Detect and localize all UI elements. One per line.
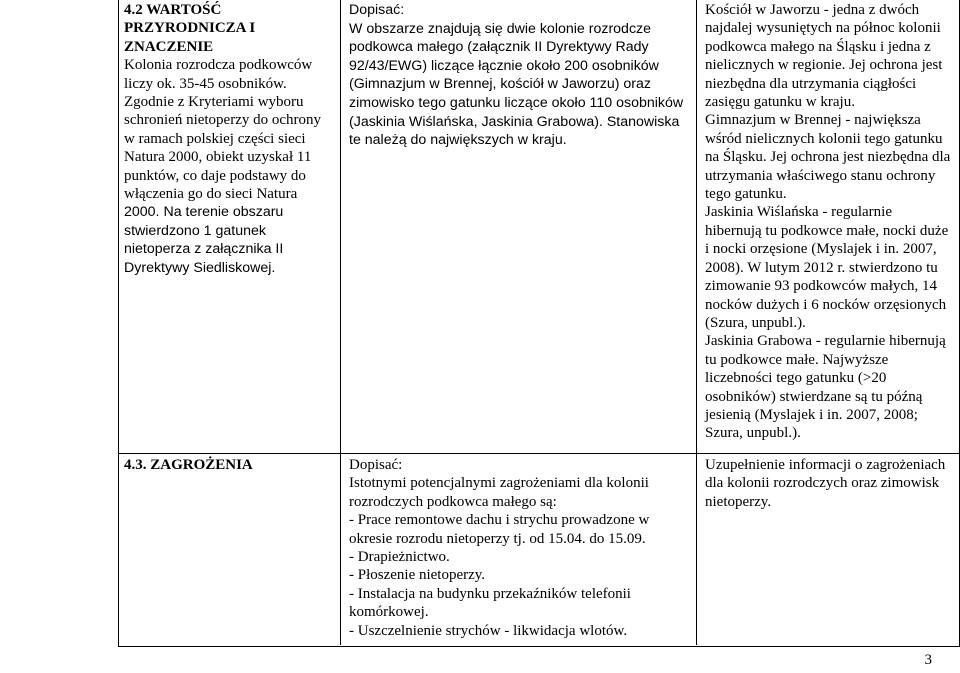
section-42-heading-line3: ZNACZENIE bbox=[124, 38, 214, 55]
threat-item-4: - Instalacja na budynku przekaźników telefonii komórkowej. bbox=[349, 585, 631, 621]
right-col-top-cell bbox=[705, 1, 951, 443]
threat-item-2: - Drapieżnictwo. bbox=[349, 549, 450, 566]
right-col-p2: Gimnazjum w Brennej - największa wśród nielicznych kolonii tego gatunku na Śląsku. Jej ochrona jest niezbędna dla utrzymania właściwego stanu ochrony tego gatunku. bbox=[705, 112, 951, 203]
right-col-bottom-body: Uzupełnienie informacji o zagrożeniach dla kolonii rozrodczych oraz zimowisk nietoperzy. bbox=[705, 457, 946, 510]
add-col-bottom-cell bbox=[349, 456, 685, 640]
add-col-top-body: W obszarze znajdują się dwie kolonie rozrodcze podkowca małego (załącznik II Dyrektywy Rady 92/43/EWG) liczące łącznie około 200 osobników (Gimnazjum w Brennej, kościół w Jaworzu) oraz zimowisko tego gatunku liczące około 110 osobników (Jaskinia Wiślańska, Jaskinia Grabowa). Stanowiska te należą do największych w kraju. bbox=[349, 20, 684, 149]
threats-intro: Istotnymi potencjalnymi zagrożeniami dla kolonii rozrodczych podkowca małego są: bbox=[349, 475, 649, 510]
add-col-top-cell bbox=[349, 1, 685, 150]
section-42-body-sans: 2000. Na terenie obszaru stwierdzono 1 gatunek nietoperza z załącznika II Dyrektywy Siedliskowej. bbox=[124, 204, 284, 276]
threat-item-1: - Prace remontowe dachu i strychu prowadzone w okresie rozrodu nietoperzy tj. od 15.04. do 15.09. bbox=[349, 512, 650, 547]
right-col-p3: Jaskinia Wiślańska - regularnie hibernują tu podkowce małe, nocki duże i nocki orzęsione (Myslajek i in. 2007, 2008). W lutym 2012 r. stwierdzono tu zimowanie 93 podkowców małych, 14 nocków dużych i 6 nocków orzęsionych (Szura, unpubl.). bbox=[705, 204, 949, 331]
column-divider-1 bbox=[340, 0, 341, 645]
threat-item-3: - Płoszenie nietoperzy. bbox=[349, 567, 486, 584]
right-col-p1: Kościół w Jaworzu - jedna z dwóch najdalej wysuniętych na północ kolonii podkowca małego na Śląsku i jedna z nielicznych w regionie. Jej ochrona jest niezbędna dla utrzymania ciągłości zasięgu gatunku w kraju. bbox=[705, 2, 943, 111]
section-42-heading-line2: PRZYRODNICZA I bbox=[124, 20, 256, 37]
page-number: 3 bbox=[924, 652, 932, 668]
section-43-cell bbox=[124, 456, 332, 474]
row-divider bbox=[119, 453, 960, 454]
section-42-heading-line1: 4.2 WARTOŚĆ bbox=[124, 2, 222, 18]
add-label-bottom: Dopisać: bbox=[349, 457, 403, 473]
add-label-top: Dopisać: bbox=[349, 2, 405, 18]
section-43-heading: 4.3. ZAGROŻENIA bbox=[124, 457, 253, 473]
right-col-bottom-cell bbox=[705, 456, 951, 511]
section-42-body: Kolonia rozrodcza podkowców liczy ok. 35-45 osobników. Zgodnie z Kryteriami wyboru schronień nietoperzy do ochrony w ramach polskiej części sieci Natura 2000, obiekt uzyskał 11 punktów, co daje podstawy do włączenia go do sieci Natura bbox=[124, 57, 322, 203]
threat-item-5: - Uszczelnienie strychów - likwidacja wlotów. bbox=[349, 622, 628, 639]
right-col-p4: Jaskinia Grabowa - regularnie hibernują tu podkowce małe. Najwyższe liczebności tego gatunku (>20 osobników) stwierdzane są tu późną jesienią (Myslajek i in. 2007, 2008; Szura, unpubl.). bbox=[705, 333, 946, 442]
column-divider-2 bbox=[696, 0, 697, 645]
section-42-cell bbox=[124, 1, 332, 277]
